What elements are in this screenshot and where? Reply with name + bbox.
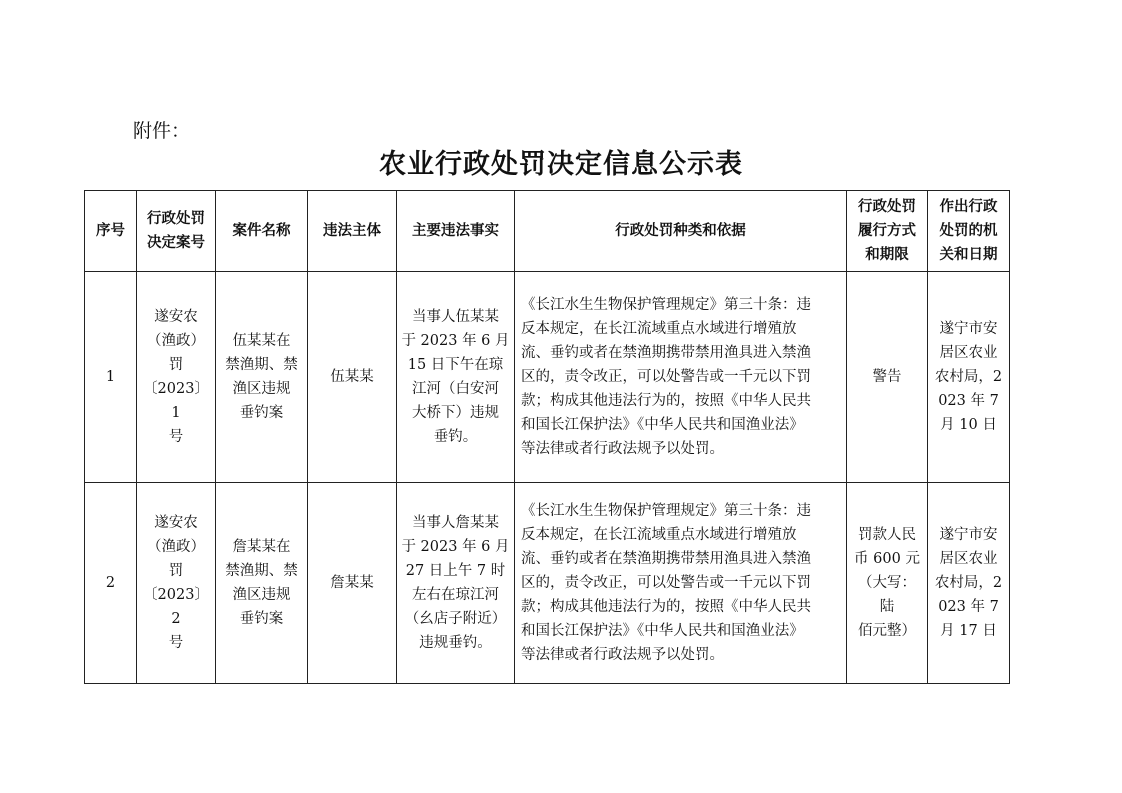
cell-case-name [216, 483, 308, 684]
text-line: 詹某某 [330, 575, 374, 591]
text-line: 遂安农 [154, 515, 198, 531]
header-penalty [847, 191, 928, 272]
text-line: （渔政）罚 [147, 333, 205, 373]
text-line: 行政处罚种类和依据 [615, 223, 746, 239]
text-line: 案件名称 [232, 223, 291, 239]
text-line: 款；构成其他违法行为的，按照《中华人民共 [521, 393, 811, 409]
penalty-table [84, 190, 1010, 684]
text-line: 左右在琼江河 [412, 587, 499, 603]
text-line: 违法主体 [323, 223, 381, 239]
text-line: 15 日下午在琼 [407, 357, 504, 373]
text-line: 流、垂钓或者在禁渔期携带禁用渔具进入禁渔 [521, 551, 811, 567]
text-line: 罚款人民 [858, 527, 916, 543]
cell-case-number [137, 483, 216, 684]
text-line: 遂安农 [154, 309, 198, 325]
text-line: 垂钓案 [239, 611, 284, 627]
header-case-number [137, 191, 216, 272]
text-line: 和国长江保护法》《中华人民共和国渔业法》 [521, 417, 804, 433]
text-line: 警告 [872, 369, 902, 385]
text-line: 詹某某在 [232, 539, 291, 555]
text-line: 渔区违规 [232, 381, 291, 397]
text-line: 农村局，2 [934, 575, 1003, 591]
text-line: 决定案号 [147, 235, 205, 251]
text-line: 处罚的机 [939, 223, 998, 239]
text-line: 伍某某在 [232, 333, 291, 349]
text-line: 〔2023〕2 [143, 587, 209, 627]
text-line: 等法律或者行政法规予以处罚。 [521, 441, 724, 457]
text-line: 于 2023 年 6 月 [401, 333, 510, 349]
text-line: 27 日上午 7 时 [405, 563, 506, 579]
cell-case-number [137, 272, 216, 483]
text-line: 月 17 日 [940, 623, 997, 639]
text-line: 币 600 元 [854, 551, 920, 567]
text-line: 垂钓。 [433, 429, 478, 445]
cell-subject [308, 483, 397, 684]
text-line: 反本规定，在长江流域重点水域进行增殖放 [521, 321, 797, 337]
text-line: 履行方式 [858, 223, 916, 239]
text-line: 于 2023 年 6 月 [401, 539, 510, 555]
cell-subject [308, 272, 397, 483]
cell-case-name [216, 272, 308, 483]
header-subject [308, 191, 397, 272]
table-row [85, 483, 1010, 684]
text-line: 流、垂钓或者在禁渔期携带禁用渔具进入禁渔 [521, 345, 811, 361]
text-line: 遂宁市安 [939, 321, 998, 337]
text-line: 江河（白安河 [412, 381, 499, 397]
document-title: 农业行政处罚决定信息公示表 [379, 149, 743, 180]
table-row [85, 272, 1010, 483]
text-line: 等法律或者行政法规予以处罚。 [521, 647, 724, 663]
text-line: （大写：陆 [858, 575, 916, 615]
text-line: 号 [168, 635, 184, 651]
header-basis [515, 191, 847, 272]
text-line: 渔区违规 [232, 587, 291, 603]
cell-penalty [847, 272, 928, 483]
text-line: 禁渔期、禁 [225, 357, 298, 373]
text-line: 《长江水生生物保护管理规定》第三十条：违 [521, 503, 811, 519]
text-line: 遂宁市安 [939, 527, 998, 543]
text-line: 居区农业 [939, 345, 998, 361]
cell-penalty [847, 483, 928, 684]
cell-basis [515, 272, 847, 483]
cell-authority [928, 272, 1010, 483]
cell-facts [397, 483, 515, 684]
text-line: 反本规定，在长江流域重点水域进行增殖放 [521, 527, 797, 543]
header-facts [397, 191, 515, 272]
text-line: 款；构成其他违法行为的，按照《中华人民共 [521, 599, 811, 615]
cell-authority [928, 483, 1010, 684]
header-case-name [216, 191, 308, 272]
text-line: 行政处罚 [858, 199, 916, 215]
text-line: 主要违法事实 [412, 223, 499, 239]
text-line: （渔政）罚 [147, 539, 205, 579]
header-row [85, 191, 1010, 272]
text-line: 违规垂钓。 [419, 635, 492, 651]
text-line: 区的，责令改正，可以处警告或一千元以下罚 [521, 575, 811, 591]
text-line: 行政处罚 [147, 211, 205, 227]
text-line: 023 年 7 [938, 599, 999, 615]
header-authority [928, 191, 1010, 272]
text-line: 序号 [96, 223, 125, 239]
text-line: 禁渔期、禁 [225, 563, 298, 579]
text-line: 区的，责令改正，可以处警告或一千元以下罚 [521, 369, 811, 385]
text-line: （幺店子附近） [404, 611, 507, 627]
cell-no: 2 [85, 483, 137, 684]
text-line: 〔2023〕1 [143, 381, 209, 421]
text-line: 农村局，2 [934, 369, 1003, 385]
text-line: 023 年 7 [938, 393, 999, 409]
text-line: 和国长江保护法》《中华人民共和国渔业法》 [521, 623, 804, 639]
text-line: 作出行政 [939, 199, 998, 215]
text-line: 伍某某 [330, 369, 374, 385]
text-line: 和期限 [865, 247, 909, 263]
text-line: 居区农业 [939, 551, 998, 567]
text-line: 佰元整） [858, 623, 916, 639]
text-line: 大桥下）违规 [412, 405, 499, 421]
text-line: 号 [168, 429, 184, 445]
text-line: 月 10 日 [940, 417, 997, 433]
text-line: 垂钓案 [239, 405, 284, 421]
header-no [85, 191, 137, 272]
cell-basis [515, 483, 847, 684]
text-line: 当事人伍某某 [412, 309, 499, 325]
cell-facts [397, 272, 515, 483]
text-line: 关和日期 [939, 247, 998, 263]
text-line: 《长江水生生物保护管理规定》第三十条：违 [521, 297, 811, 313]
text-line: 当事人詹某某 [412, 515, 499, 531]
cell-no: 1 [85, 272, 137, 483]
attachment-label: 附件： [133, 120, 191, 142]
